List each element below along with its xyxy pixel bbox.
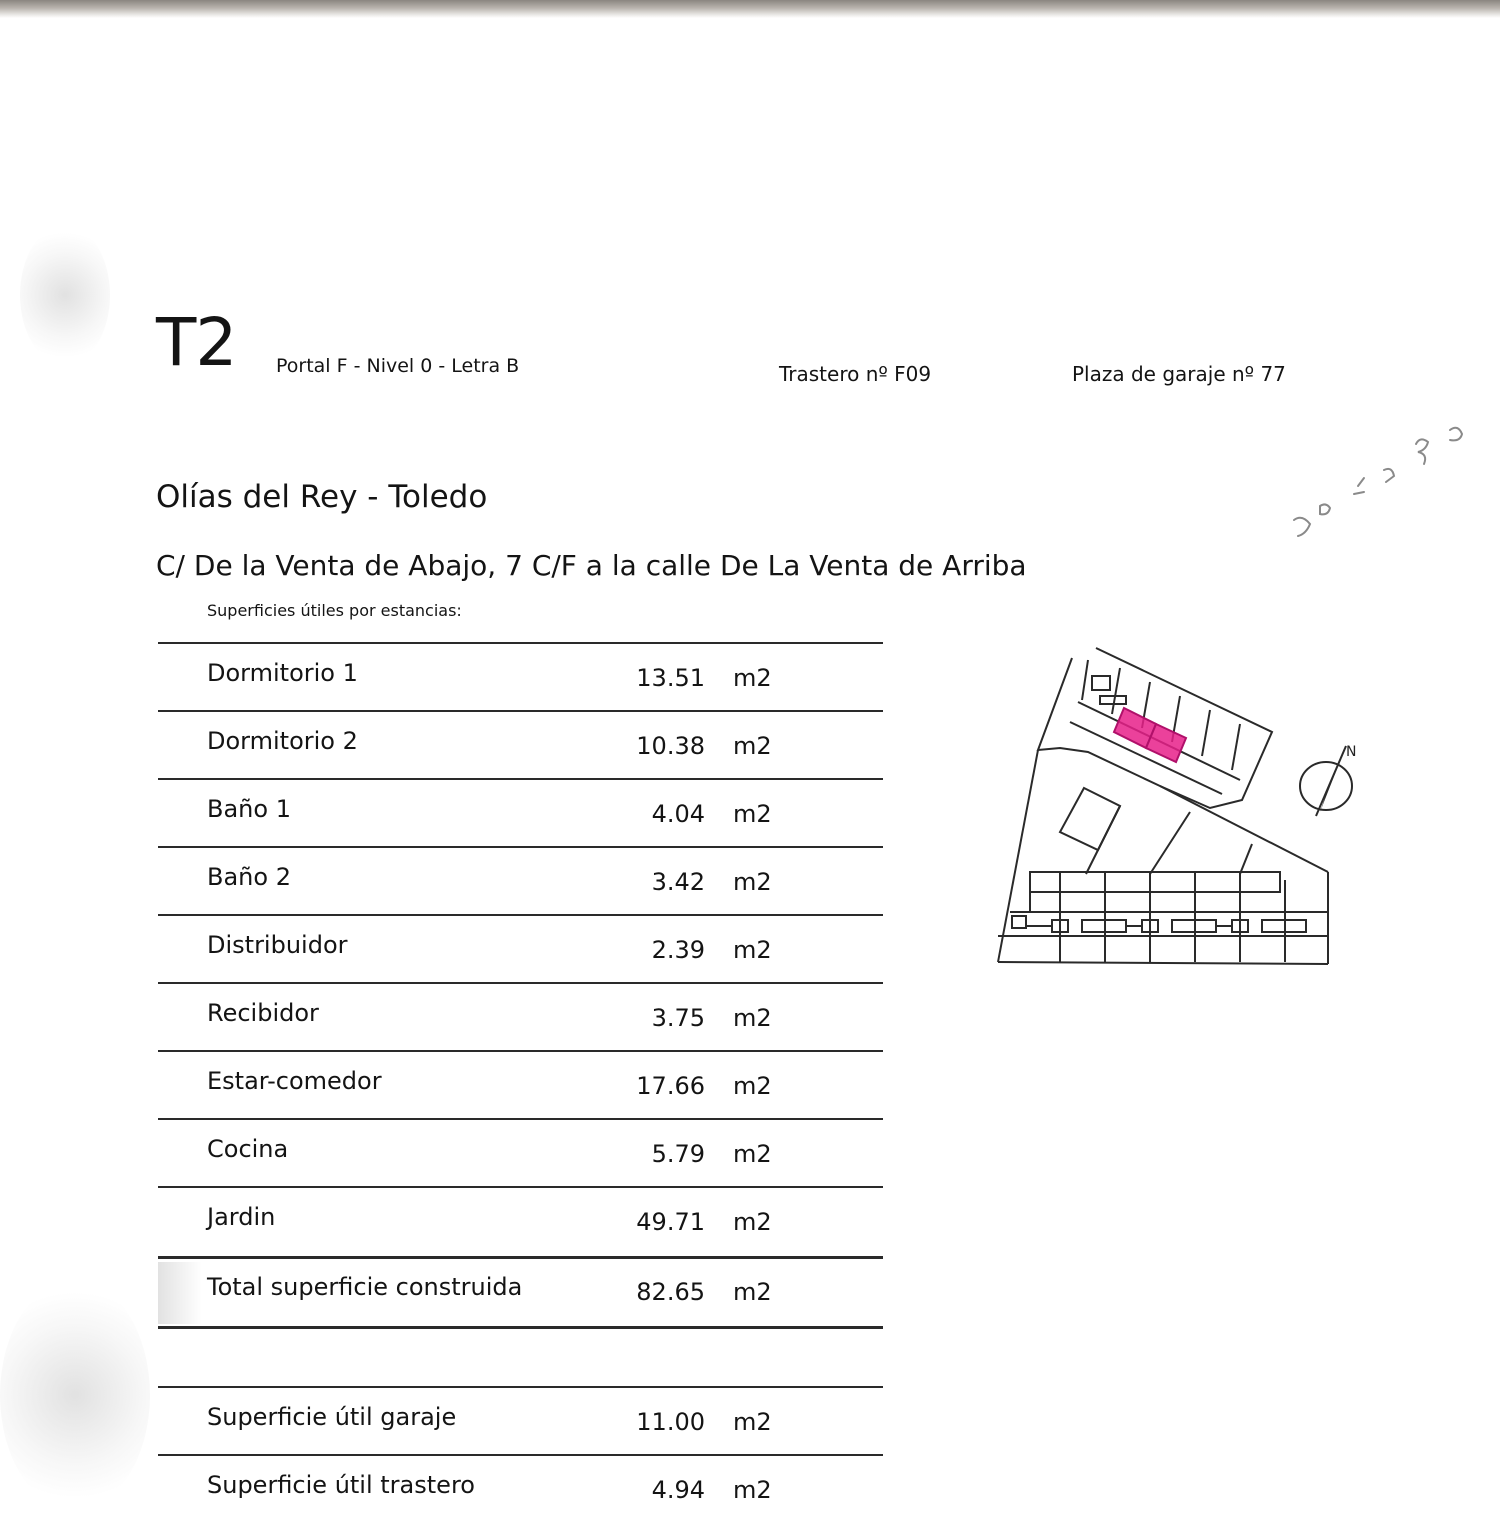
table-divider <box>158 1326 883 1329</box>
table-divider <box>158 778 883 780</box>
total-row-shading <box>158 1262 202 1324</box>
province-name: Toledo <box>388 479 488 515</box>
row-unit: m2 <box>733 868 772 896</box>
row-value: 2.39 <box>651 936 705 964</box>
table-divider <box>158 1256 883 1259</box>
handwritten-mark <box>1280 410 1480 560</box>
row-value: 10.38 <box>636 732 705 760</box>
row-value: 49.71 <box>636 1208 705 1236</box>
row-value: 17.66 <box>636 1072 705 1100</box>
row-label: Dormitorio 1 <box>207 659 358 687</box>
table-divider <box>158 982 883 984</box>
total-label: Total superficie construida <box>207 1273 523 1301</box>
site-plan <box>990 640 1370 980</box>
row-label: Distribuidor <box>207 931 348 959</box>
extra-unit: m2 <box>733 1476 772 1504</box>
row-unit: m2 <box>733 1004 772 1032</box>
table-divider <box>158 914 883 916</box>
row-label: Cocina <box>207 1135 289 1163</box>
table-divider <box>158 846 883 848</box>
scan-smudge <box>20 225 110 365</box>
portal-level-letter: Portal F - Nivel 0 - Letra B <box>276 355 520 377</box>
row-value: 5.79 <box>651 1140 705 1168</box>
town-name: Olías del Rey <box>156 479 358 515</box>
scan-smudge <box>0 1280 150 1510</box>
row-label: Jardin <box>207 1203 276 1231</box>
table-divider <box>158 710 883 712</box>
row-unit: m2 <box>733 800 772 828</box>
extra-value: 11.00 <box>636 1408 705 1436</box>
row-value: 3.42 <box>651 868 705 896</box>
row-label: Estar-comedor <box>207 1067 382 1095</box>
row-value: 13.51 <box>636 664 705 692</box>
storage-number: Trastero nº F09 <box>779 362 932 386</box>
table-divider <box>158 1118 883 1120</box>
row-unit: m2 <box>733 1072 772 1100</box>
parking-number: Plaza de garaje nº 77 <box>1072 362 1286 386</box>
row-label: Baño 1 <box>207 795 291 823</box>
type-code: T2 <box>156 304 237 381</box>
extra-value: 4.94 <box>651 1476 705 1504</box>
street-address: C/ De la Venta de Abajo, 7 C/F a la calle De La Venta de Arriba <box>156 549 1027 582</box>
table-divider <box>158 1050 883 1052</box>
row-unit: m2 <box>733 664 772 692</box>
table-divider <box>158 642 883 644</box>
table-divider <box>158 1454 883 1456</box>
row-unit: m2 <box>733 732 772 760</box>
scan-top-edge <box>0 0 1500 18</box>
row-label: Dormitorio 2 <box>207 727 358 755</box>
row-label: Recibidor <box>207 999 319 1027</box>
row-value: 4.04 <box>651 800 705 828</box>
town-line <box>156 478 487 516</box>
row-unit: m2 <box>733 1208 772 1236</box>
extra-label: Superficie útil trastero <box>207 1471 475 1499</box>
table-caption: Superficies útiles por estancias: <box>207 601 462 620</box>
row-unit: m2 <box>733 936 772 964</box>
town-separator: - <box>367 479 379 515</box>
row-value: 3.75 <box>651 1004 705 1032</box>
table-divider <box>158 1386 883 1388</box>
table-divider <box>158 1186 883 1188</box>
north-arrow-icon <box>1300 746 1352 816</box>
row-label: Baño 2 <box>207 863 291 891</box>
total-unit: m2 <box>733 1278 772 1306</box>
extra-label: Superficie útil garaje <box>207 1403 457 1431</box>
north-label: N <box>1346 744 1357 760</box>
row-unit: m2 <box>733 1140 772 1168</box>
extra-unit: m2 <box>733 1408 772 1436</box>
highlighted-unit <box>1114 708 1186 762</box>
total-value: 82.65 <box>636 1278 705 1306</box>
